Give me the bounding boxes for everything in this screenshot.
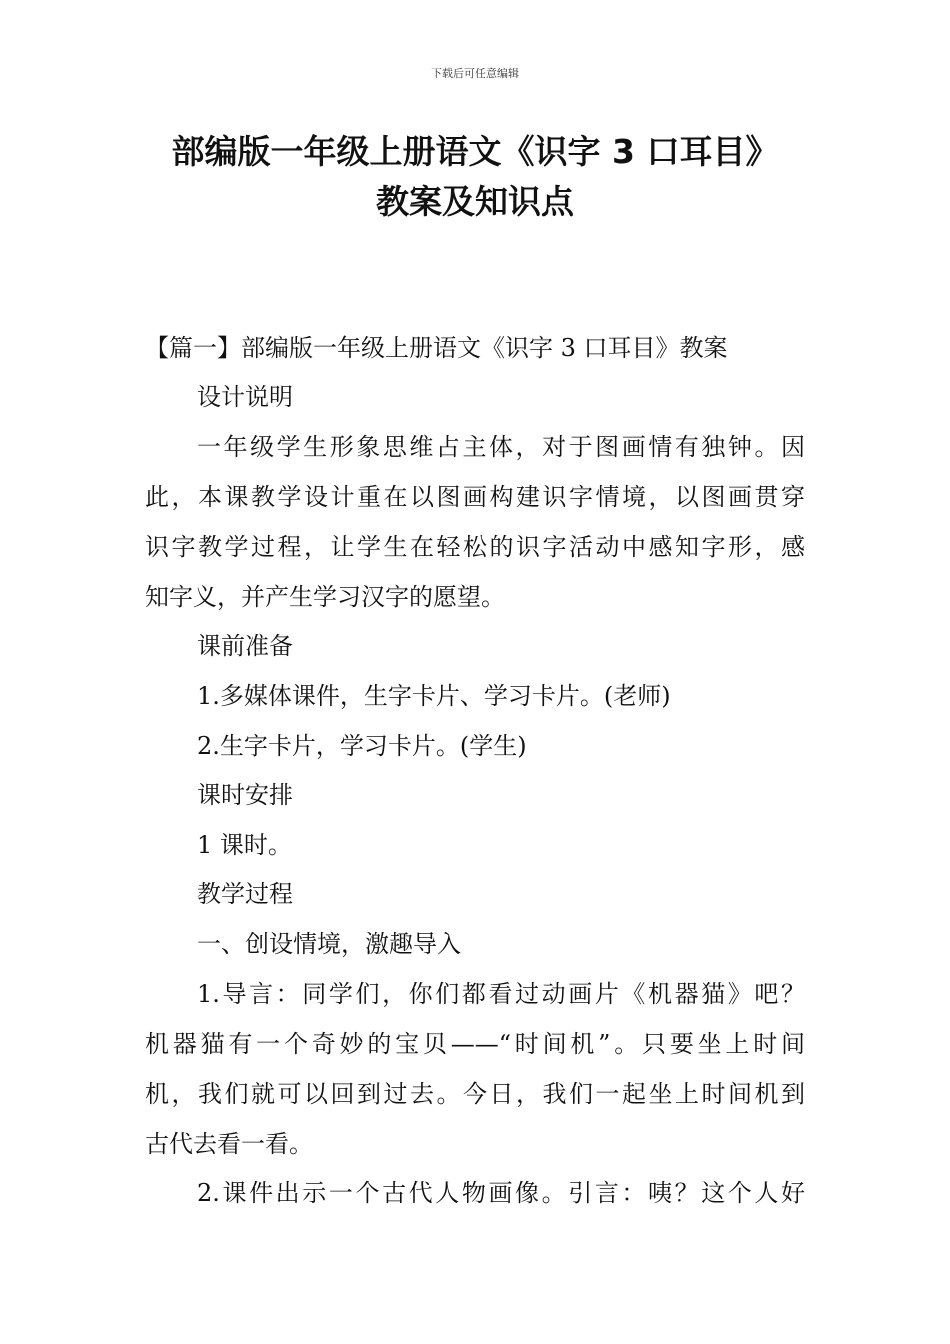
section-heading: 【篇一】部编版一年级上册语文《识字 3 口耳目》教案 — [145, 334, 728, 362]
document-title-line-2: 教案及知识点 — [376, 182, 574, 221]
process-heading: 教学过程 — [197, 880, 293, 908]
document-title-line-1: 部编版一年级上册语文《识字 3 口耳目》 — [171, 132, 779, 171]
step2-paragraph-line-1: 2.课件出示一个古代人物画像。引言：咦？这个人好 — [197, 1179, 805, 1207]
design-paragraph-line-3: 识字教学过程，让学生在轻松的识字活动中感知字形，感 — [145, 533, 805, 561]
prep-item-1: 1.多媒体课件，生字卡片、学习卡片。(老师) — [197, 682, 671, 710]
design-paragraph-line-1: 一年级学生形象思维占主体，对于图画情有独钟。因 — [197, 433, 805, 461]
schedule-value: 1 课时。 — [197, 831, 292, 859]
design-heading: 设计说明 — [197, 383, 293, 411]
header-note: 下载后可任意编辑 — [431, 67, 519, 80]
step1-paragraph-line-1: 1.导言：同学们，你们都看过动画片《机器猫》吧？ — [197, 980, 805, 1008]
prep-heading: 课前准备 — [197, 632, 293, 660]
design-paragraph-line-4: 知字义，并产生学习汉字的愿望。 — [145, 583, 505, 611]
design-paragraph-line-2: 此，本课教学设计重在以图画构建识字情境，以图画贯穿 — [145, 483, 805, 511]
document-body — [145, 0, 805, 1344]
step1-paragraph-line-4: 古代去看一看。 — [145, 1130, 313, 1158]
step1-heading: 一、创设情境，激趣导入 — [197, 930, 461, 958]
step1-paragraph-line-2: 机器猫有一个奇妙的宝贝——“时间机”。只要坐上时间 — [145, 1030, 805, 1058]
schedule-heading: 课时安排 — [197, 781, 293, 809]
step1-paragraph-line-3: 机，我们就可以回到过去。今日，我们一起坐上时间机到 — [145, 1080, 805, 1108]
prep-item-2: 2.生字卡片，学习卡片。(学生) — [197, 732, 527, 760]
